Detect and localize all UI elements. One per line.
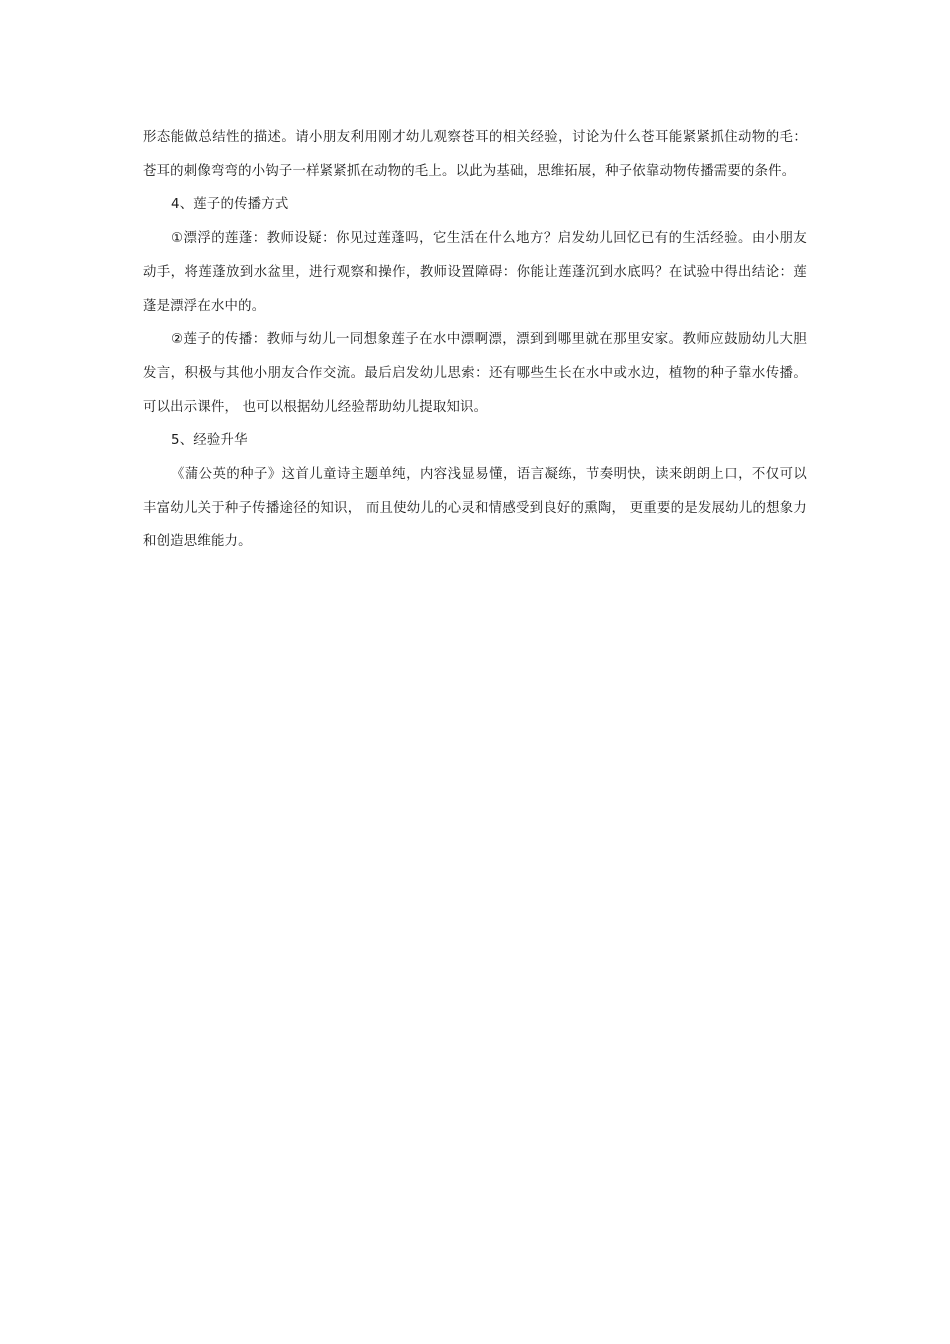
paragraph-floating-lotus-pod: ①漂浮的莲蓬：教师设疑：你见过莲蓬吗，它生活在什么地方？启发幼儿回忆已有的生活经验。由小朋友动手，将莲蓬放到水盆里，进行观察和操作，教师设置障碍：你能让莲蓬沉到水底吗？在试验中得出结论：莲蓬是漂浮在水中的。 — [143, 231, 807, 314]
paragraph-continued-description: 形态能做总结性的描述。请小朋友利用刚才幼儿观察苍耳的相关经验，讨论为什么苍耳能紧紧抓住动物的毛：苍耳的刺像弯弯的小钩子一样紧紧抓在动物的毛上。以此为基础，思维拓展，种子依靠动物传播需要的条件。 — [143, 130, 807, 179]
paragraph-dandelion-poem: 《蒲公英的种子》这首儿童诗主题单纯，内容浅显易懂，语言凝练，节奏明快，读来朗朗上口，不仅可以丰富幼儿关于种子传播途径的知识， 而且使幼儿的心灵和情感受到良好的熏陶， 更重要的是发展幼儿的想象力和创造思维能力。 — [143, 467, 807, 550]
section-heading-lotus-seed-dispersal: 4、莲子的传播方式 — [171, 197, 289, 213]
section-heading-experience-summary: 5、经验升华 — [171, 433, 248, 449]
paragraph-lotus-seed-spread: ②莲子的传播：教师与幼儿一同想象莲子在水中漂啊漂，漂到到哪里就在那里安家。教师应鼓励幼儿大胆发言，积极与其他小朋友合作交流。最后启发幼儿思索：还有哪些生长在水中或水边，植物的种子靠水传播。可以出示课件， 也可以根据幼儿经验帮助幼儿提取知识。 — [143, 332, 807, 415]
document-body — [143, 121, 807, 559]
